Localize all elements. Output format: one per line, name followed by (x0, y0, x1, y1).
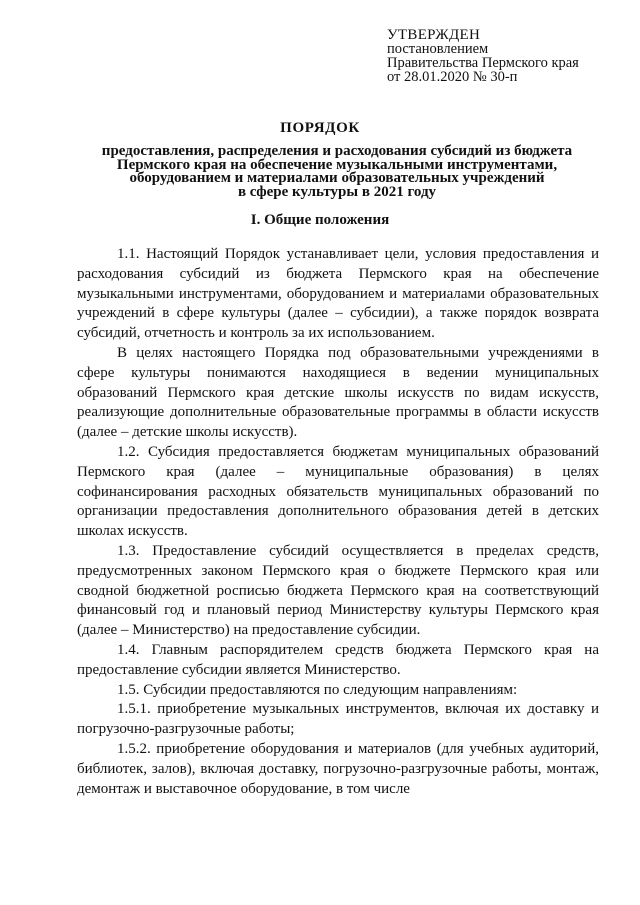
approval-line-government: Правительства Пермского края (387, 55, 579, 71)
approval-block (387, 28, 579, 84)
paragraph-1-5-2: 1.5.2. приобретение оборудования и материалов (для учебных аудиторий, библиотек, залов), включая доставку, погрузочно-разгрузочные работы, монтаж, демонтаж и выставочное оборудование, в том числе (77, 740, 599, 797)
paragraph-1-1: 1.1. Настоящий Порядок устанавливает цели, условия предоставления и расходования субсидий из бюджета Пермского края на обеспечение музыкальными инструментами, оборудованием и материалами образовательных учреждений в сфере культуры (далее – субсидии), а также порядок возврата субсидий, отчетность и контроль за их использованием. (77, 246, 599, 342)
subtitle-line: оборудованием и материалами образовательных учреждений (129, 170, 545, 186)
paragraph-1-3: 1.3. Предоставление субсидий осуществляется в пределах средств, предусмотренных законом Пермского края о бюджете Пермского края или сводной бюджетной росписью бюджета Пермского края на соответствующий финансовый год и плановый период Министерству культуры Пермского края (далее – Министерство) на предоставление субсидии. (77, 542, 599, 639)
document-subtitle (100, 145, 574, 199)
approval-line-date: от 28.01.2020 № 30-п (387, 69, 518, 85)
section-heading: I. Общие положения (250, 212, 390, 228)
approval-heading: УТВЕРЖДЕН (387, 27, 481, 43)
document-body (77, 245, 599, 799)
subtitle-line: в сфере культуры в 2021 году (237, 183, 437, 200)
paragraph-definition: В целях настоящего Порядка под образовательными учреждениями в сфере культуры понимаются находящиеся в ведении муниципальных образований Пермского края детские школы искусств по видам искусств, реализующие дополнительные образовательные программы в области искусств (далее – детские школы искусств). (77, 344, 599, 441)
approval-line-resolution: постановлением (387, 41, 489, 57)
subtitle-line: Пермского края на обеспечение музыкальными инструментами, (116, 156, 558, 173)
paragraph-1-5-1: 1.5.1. приобретение музыкальных инструментов, включая их доставку и погрузочно-разгрузочные работы; (77, 701, 599, 738)
paragraph-1-5: 1.5. Субсидии предоставляются по следующим направлениям: (117, 681, 518, 698)
subtitle-line: предоставления, распределения и расходования субсидий из бюджета (101, 143, 573, 159)
paragraph-1-2: 1.2. Субсидия предоставляется бюджетам муниципальных образований Пермского края (далее – муниципальные образования) в целях софинансирования расходных обязательств муниципальных образований по организации предоставления дополнительного образования детей в детских школах искусств. (77, 443, 599, 540)
document-title: ПОРЯДОК (280, 120, 360, 136)
paragraph-1-4: 1.4. Главным распорядителем средств бюджета Пермского края на предоставление субсидии является Министерство. (77, 641, 599, 678)
